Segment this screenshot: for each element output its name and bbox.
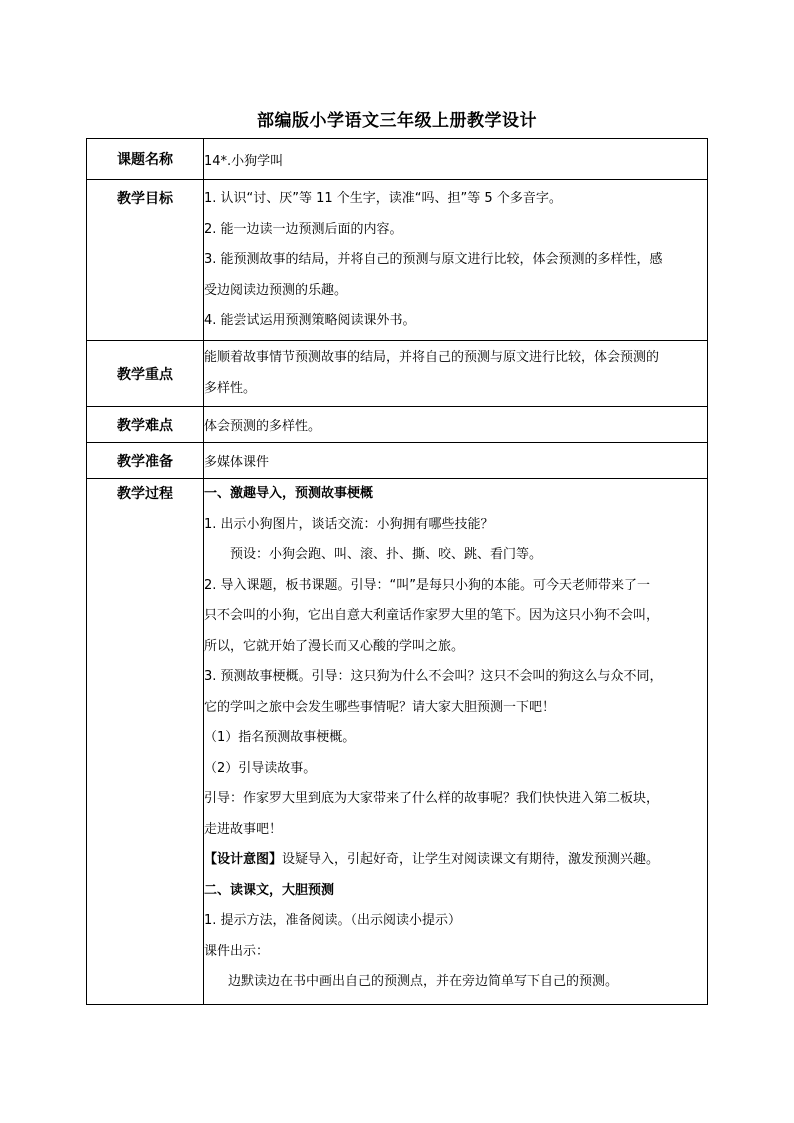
process-line: 所以，它就开始了漫长而又心酸的学叫之旅。	[204, 638, 465, 654]
value-difficulty: 体会预测的多样性。	[204, 407, 708, 443]
value-teaching-goals	[204, 180, 708, 341]
process-line: 它的学叫之旅中会发生哪些事情呢？请大家大胆预测一下吧！	[204, 699, 556, 715]
lesson-plan-table	[86, 138, 708, 1005]
key-line: 能顺着故事情节预测故事的结局，并将自己的预测与原文进行比较，体会预测的	[204, 350, 660, 365]
goal-line: 3. 能预测故事的结局，并将自己的预测与原文进行比较，体会预测的多样性，感	[204, 252, 663, 267]
process-line: 引导：作家罗大里到底为大家带来了什么样的故事呢？我们快快进入第二板块，	[204, 791, 660, 806]
process-line: 只不会叫的小狗，它出自意大利童话作家罗大里的笔下。因为这只小狗不会叫，	[204, 608, 660, 623]
goal-line: 1. 认识“讨、厌”等 11 个生字，读准“吗、担”等 5 个多音字。	[204, 191, 562, 206]
goal-line: 受边阅读边预测的乐趣。	[204, 282, 348, 298]
section-heading: 二、读课文，大胆预测	[204, 882, 335, 898]
value-key-points	[204, 341, 708, 407]
process-line: 1. 出示小狗图片，谈话交流：小狗拥有哪些技能？	[204, 516, 494, 532]
row-preparation	[87, 443, 708, 479]
label-teaching-process: 教学过程	[87, 479, 204, 1005]
value-preparation: 多媒体课件	[204, 443, 708, 479]
process-line: 预设：小狗会跑、叫、滚、扑、撕、咬、跳、看门等。	[230, 547, 543, 562]
design-intent-label: 【设计意图】	[204, 852, 283, 867]
row-lesson-name	[87, 139, 708, 180]
process-line: 1. 提示方法，准备阅读。（出示阅读小提示）	[204, 913, 462, 928]
label-teaching-goals: 教学目标	[87, 180, 204, 341]
row-teaching-goals	[87, 180, 708, 341]
document-title: 部编版小学语文三年级上册教学设计	[257, 111, 537, 131]
value-teaching-process	[204, 479, 708, 1005]
label-lesson-name: 课题名称	[87, 139, 204, 180]
goal-line: 2. 能一边读一边预测后面的内容。	[204, 221, 403, 237]
process-line: （2）引导读故事。	[204, 760, 317, 776]
design-intent-text: 设疑导入，引起好奇，让学生对阅读课文有期待，激发预测兴趣。	[282, 852, 660, 867]
process-line: 2. 导入课题，板书课题。引导：“叫”是每只小狗的本能。可今天老师带来了一	[204, 577, 651, 593]
key-line: 多样性。	[204, 380, 257, 396]
process-line: 3. 预测故事梗概。引导：这只狗为什么不会叫？这只不会叫的狗这么与众不同，	[204, 669, 663, 684]
process-line: （1）指名预测故事梗概。	[204, 730, 356, 745]
process-line: 边默读边在书中画出自己的预测点，并在旁边简单写下自己的预测。	[228, 974, 619, 989]
row-key-points	[87, 341, 708, 407]
row-teaching-process	[87, 479, 708, 1005]
label-preparation: 教学准备	[87, 443, 204, 479]
design-intent-line	[204, 845, 707, 876]
value-lesson-name: 14*.小狗学叫	[204, 139, 708, 180]
label-key-points: 教学重点	[87, 341, 204, 407]
row-difficulty	[87, 407, 708, 443]
process-line: 课件出示：	[204, 943, 270, 959]
process-line: 走进故事吧！	[204, 821, 283, 837]
section-heading: 一、激趣导入，预测故事梗概	[204, 486, 374, 501]
label-difficulty: 教学难点	[87, 407, 204, 443]
goal-line: 4. 能尝试运用预测策略阅读课外书。	[204, 313, 416, 328]
